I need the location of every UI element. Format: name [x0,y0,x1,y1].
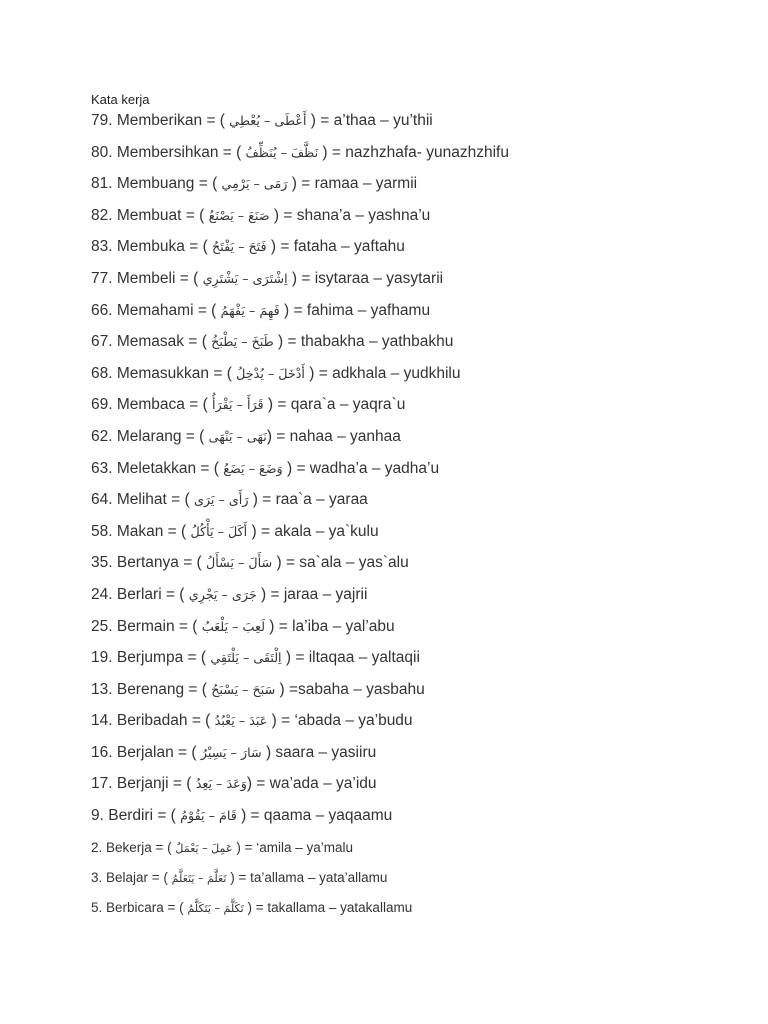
verb-entry-suffix: ) = la’iba – yal’abu [264,617,395,635]
verb-entry-arabic: اِلْتَقَى – يَلْتَقِي [210,650,282,666]
verb-entry-prefix: 81. Membuang = ( [91,175,222,193]
verb-entry [91,712,751,744]
verb-entry-suffix: ) = akala – ya`kulu [247,522,379,540]
verb-entry-arabic: عَمِلَ – يَعْمَلُ [175,841,233,855]
verb-entry-suffix: ) = nazhzhafa- yunazhzhifu [318,143,509,161]
verb-entry-suffix: ) saara – yasiiru [261,743,377,761]
verb-entry [91,744,751,776]
verb-entry [91,144,751,176]
verb-entry [91,523,751,555]
verb-entry-suffix: ) = fataha – yaftahu [266,238,405,256]
verb-entry-suffix: ) = adkhala – yudkhilu [304,364,461,382]
verb-entry-prefix: 24. Berlari = ( [91,585,189,603]
verb-entry-suffix: ) = isytaraa – yasytarii [287,269,444,287]
verb-entry-prefix: 17. Berjanji = ( [91,775,196,793]
verb-entry [91,460,751,492]
verb-entry-arabic: لَعِبَ – يَلْعَبُ [201,618,265,634]
verb-entry-suffix: ) = a’thaa – yu’thii [306,112,433,129]
verb-entry-arabic: عَبَدَ – يَعْبُدُ [214,713,268,729]
verb-entry-prefix: 83. Membuka = ( [91,238,213,256]
verb-entry [91,333,751,365]
verb-entry [91,807,751,839]
verb-entry [91,396,751,428]
verb-entry-suffix: ) = shana’a – yashna’u [269,206,431,224]
verb-entry [91,238,751,270]
verb-entry-suffix: ) = takallama – yatakallamu [243,899,413,915]
verb-entry-arabic: نَظَّفَ – يُنَظِّفُ [245,144,319,160]
verb-entry-suffix: ) = jaraa – yajrii [256,585,368,603]
verb-entry-prefix: 5. Berbicara = ( [91,899,188,915]
verb-entry [91,869,751,899]
verb-entry-suffix: ) = thabakha – yathbakhu [273,333,454,351]
verb-list [91,112,751,839]
verb-entry-arabic: تَكَلَّمَ – يَتَكَلَّمُ [187,901,244,915]
verb-entry-arabic: رَأَى – يَرَى [193,492,249,508]
verb-entry-arabic: اِشْتَرَى – يَشْتَرِي [202,270,288,286]
verb-entry-prefix: 3. Belajar = ( [91,869,172,885]
verb-entry-prefix: 77. Membeli = ( [91,269,203,287]
verb-entry-arabic: تَعَلَّمَ – يَتَعَلَّمُ [171,871,227,885]
verb-entry-arabic: جَرَى – يَجْرِي [188,586,257,602]
verb-entry-suffix: ) = sa`ala – yas`alu [272,554,409,572]
verb-entry-suffix: ) = qaama – yaqaamu [236,807,393,825]
verb-entry-prefix: 25. Bermain = ( [91,617,202,635]
verb-entry-prefix: 68. Memasukkan = ( [91,364,237,382]
verb-entry-prefix: 19. Berjumpa = ( [91,649,211,667]
verb-list-small [91,839,751,929]
verb-entry-prefix: 13. Berenang = ( [91,680,212,698]
verb-entry-prefix: 80. Membersihkan = ( [91,143,246,161]
verb-entry-arabic: فَتَحَ – يَفْتَحُ [212,239,267,255]
verb-entry-arabic: سَأَلَ – يَسْأَلُ [206,555,273,571]
verb-entry-arabic: أَعْطَى – يُعْطِي [229,113,307,128]
verb-entry [91,112,751,144]
verb-entry-prefix: 82. Membuat = ( [91,206,209,224]
verb-entry [91,428,751,460]
verb-entry [91,839,751,869]
verb-entry [91,899,751,929]
document-body [91,92,751,929]
verb-entry-prefix: 2. Bekerja = ( [91,839,176,855]
verb-entry-arabic: طَبَخَ – يَطْبَخُ [211,334,274,350]
verb-entry [91,618,751,650]
verb-entry [91,365,751,397]
verb-entry-suffix: ) = ‘abada – ya’budu [267,712,413,730]
verb-entry-suffix: ) = raa`a – yaraa [248,491,368,509]
verb-entry-suffix: ) = ramaa – yarmii [287,175,418,193]
verb-entry [91,586,751,618]
verb-entry-arabic: وَضَعَ – يَضَعُ [223,460,283,476]
verb-entry-arabic: نَهَى – يَنْهَى [208,428,267,444]
verb-entry-suffix: ) = wadha’a – yadha’u [282,459,440,477]
verb-entry-prefix: 14. Beribadah = ( [91,712,215,730]
verb-entry-suffix: ) = ‘amila – ya’malu [232,839,353,855]
verb-entry-suffix: ) = nahaa – yanhaa [266,427,401,445]
verb-entry-prefix: 16. Berjalan = ( [91,743,201,761]
verb-entry-arabic: قَرَأَ – يَقْرَأُ [212,397,264,413]
verb-entry-prefix: 66. Memahami = ( [91,301,221,319]
verb-entry [91,175,751,207]
verb-entry-prefix: 58. Makan = ( [91,522,191,540]
verb-entry-suffix: ) = fahima – yafhamu [279,301,431,319]
verb-entry [91,775,751,807]
verb-entry-arabic: فَهِمَ – يَفْهَمُ [220,302,280,318]
verb-entry-suffix: ) = iltaqaa – yaltaqii [281,649,420,667]
verb-entry-prefix: 64. Melihat = ( [91,491,194,509]
verb-entry-arabic: سَبَحَ – يَسْبَحُ [211,681,276,697]
verb-entry [91,554,751,586]
verb-entry-arabic: قَامَ – يَقُوْمُ [180,808,237,824]
verb-entry-prefix: 35. Bertanya = ( [91,554,207,572]
document-heading: Kata kerja [91,92,150,107]
verb-entry-arabic: سَارَ – يَسِيْرُ [200,744,262,760]
verb-entry-arabic: أَكَلَ – يَأْكُلُ [190,523,248,539]
verb-entry-prefix: 69. Membaca = ( [91,396,213,414]
verb-entry-prefix: 62. Melarang = ( [91,427,209,445]
verb-entry-arabic: صَنَعَ – يَصْنَعُ [208,207,270,223]
verb-entry [91,649,751,681]
verb-entry-arabic: أَدْخَلَ – يُدْخِلُ [236,365,305,381]
verb-entry [91,270,751,302]
verb-entry [91,681,751,713]
verb-entry [91,207,751,239]
verb-entry [91,302,751,334]
verb-entry-arabic: وَعَدَ – يَعِدُ [195,776,247,792]
verb-entry-prefix: 63. Meletakkan = ( [91,459,224,477]
verb-entry [91,491,751,523]
verb-entry-suffix: ) = wa’ada – ya’idu [246,775,377,793]
verb-entry-arabic: رَمَى – يَرْمِي [221,176,288,192]
verb-entry-suffix: ) = qara`a – yaqra`u [263,396,406,414]
verb-entry-suffix: ) =sabaha – yasbahu [275,680,425,698]
verb-entry-prefix: 79. Memberikan = ( [91,112,230,129]
verb-entry-prefix: 67. Memasak = ( [91,333,212,351]
verb-entry-prefix: 9. Berdiri = ( [91,807,181,825]
verb-entry-suffix: ) = ta’allama – yata’allamu [226,869,388,885]
